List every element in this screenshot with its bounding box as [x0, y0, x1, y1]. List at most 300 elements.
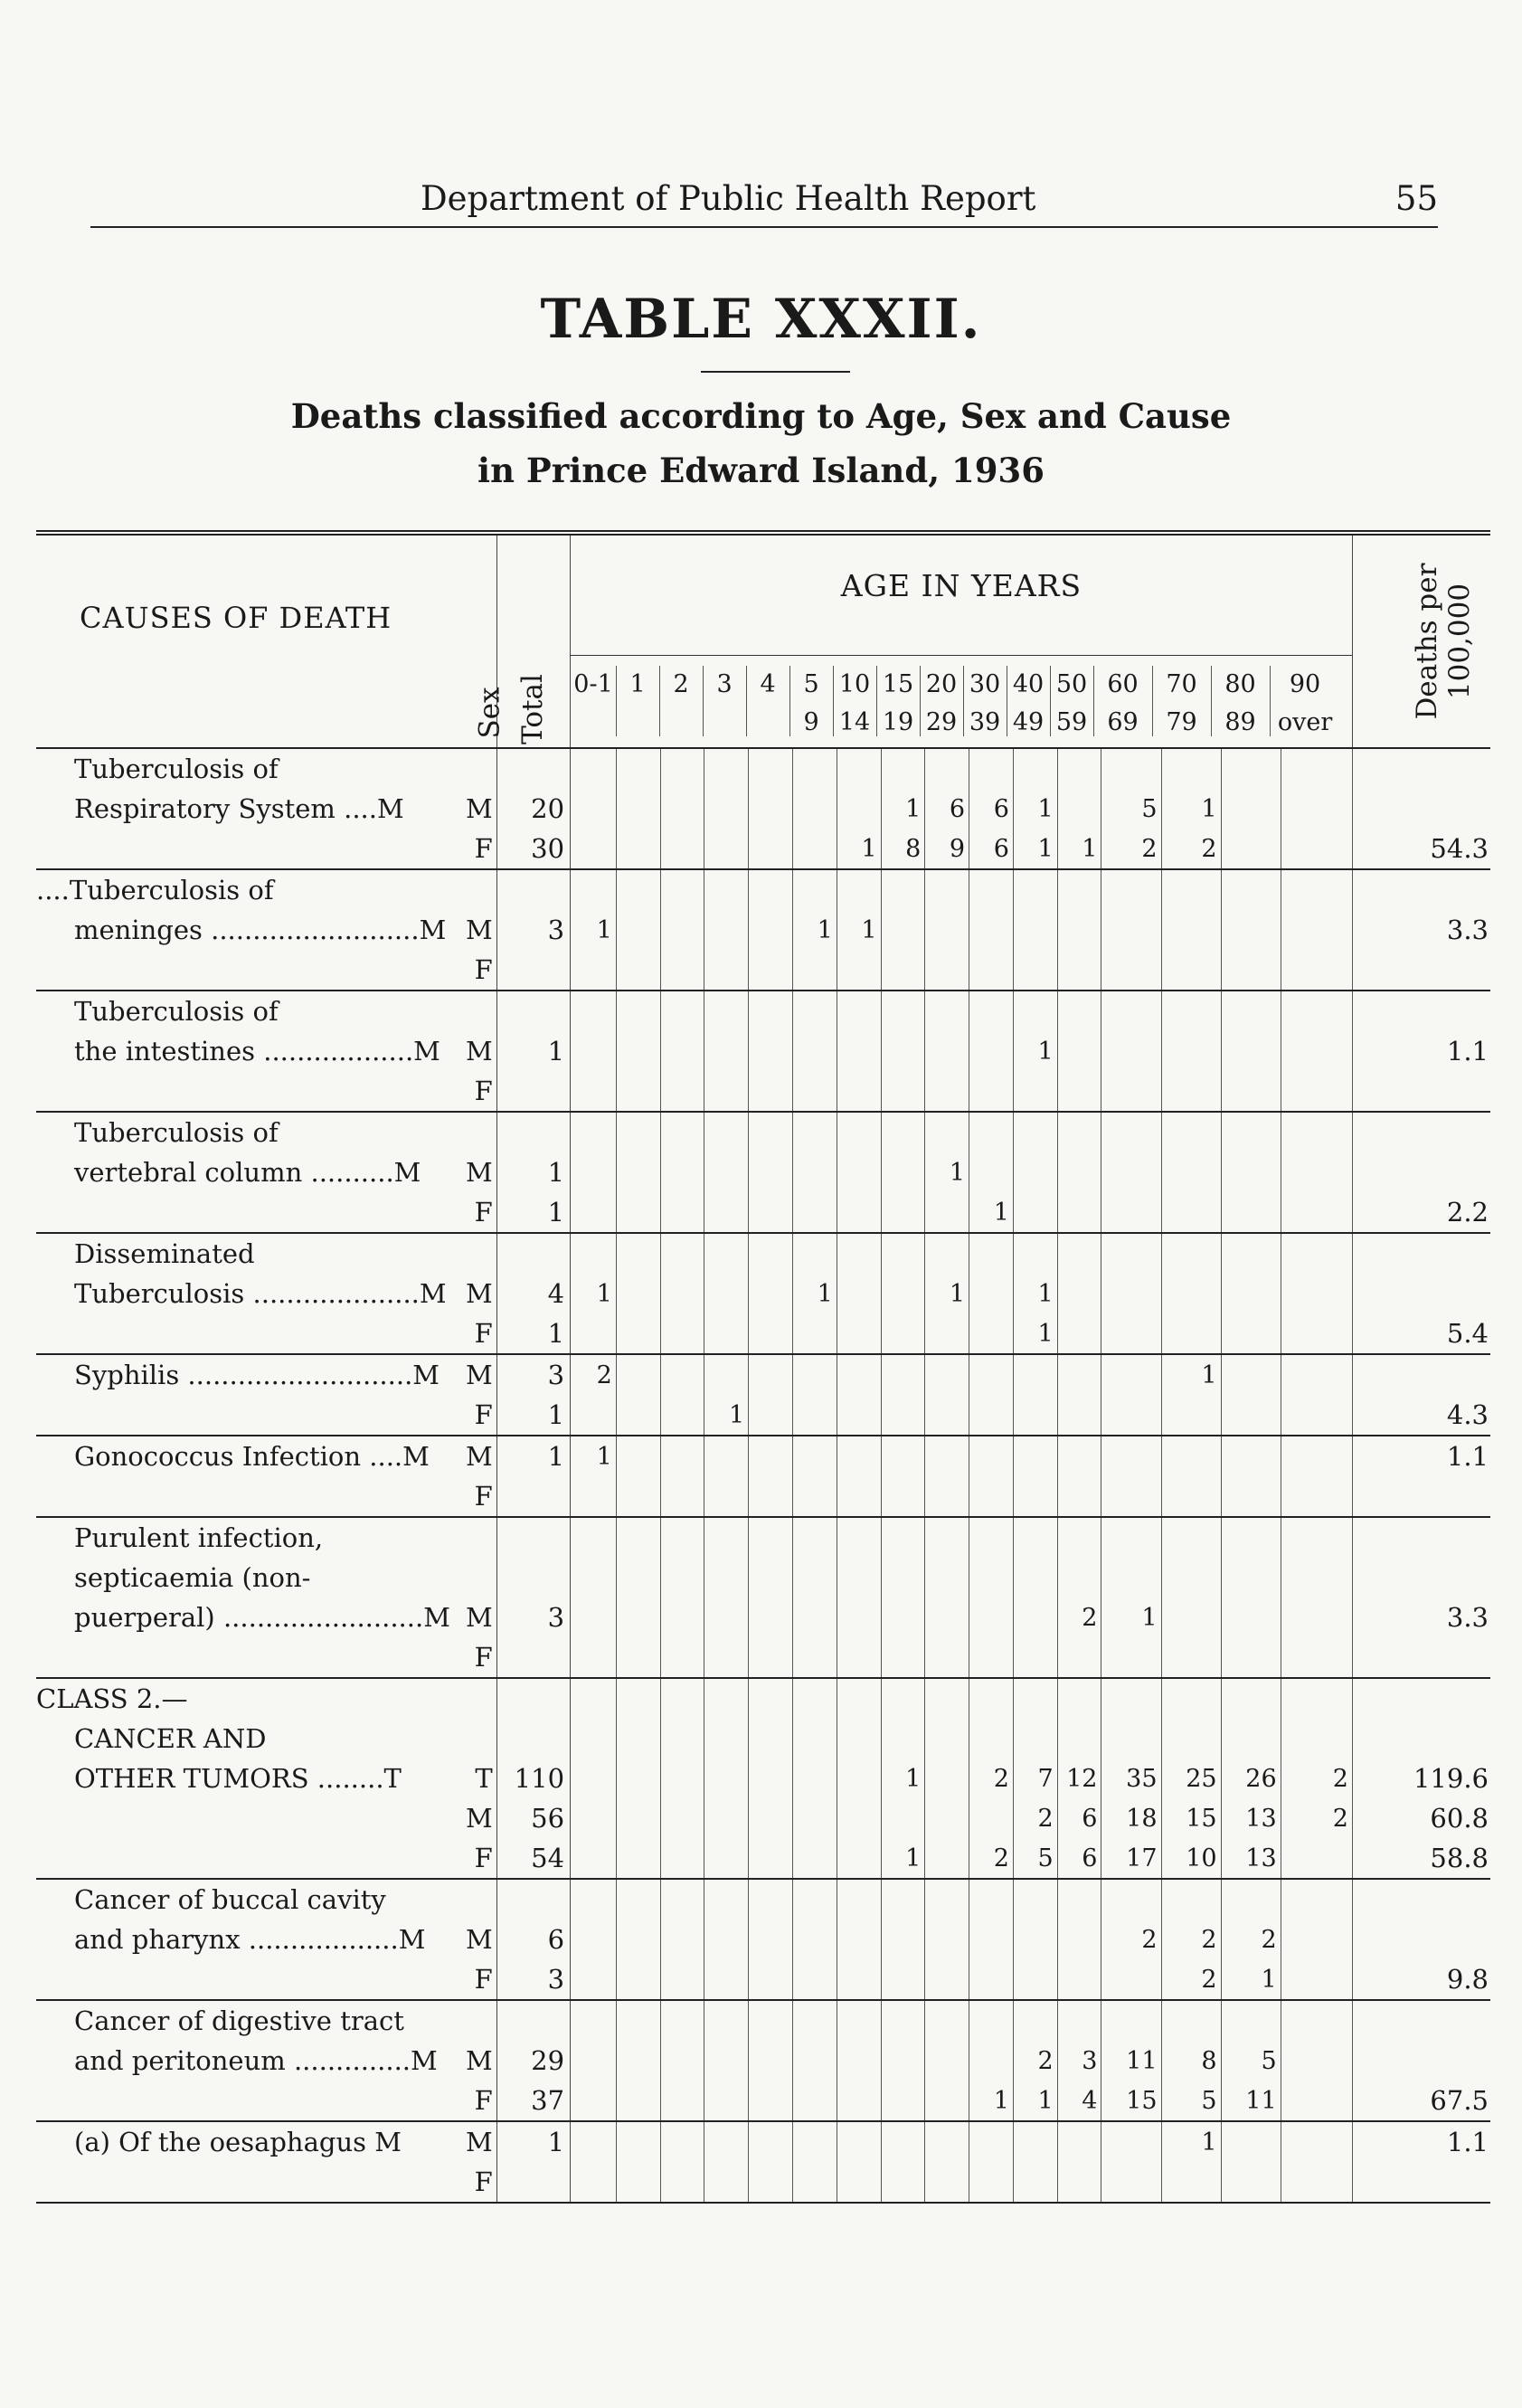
age-cell [660, 950, 704, 991]
age-cell [1281, 1719, 1352, 1759]
age-cell [749, 1920, 793, 1959]
age-cell [837, 1152, 881, 1192]
age-cell [1101, 2162, 1161, 2203]
age-cell [925, 1678, 969, 1719]
age-column-bottom: 19 [882, 708, 914, 736]
age-cell [1101, 2121, 1161, 2162]
age-cell [1057, 1678, 1101, 1719]
rate-cell: 119.6 [1413, 1763, 1489, 1794]
age-cell [881, 1395, 925, 1436]
age-cell: 1 [1161, 789, 1221, 829]
rate-cell [1352, 1476, 1490, 1517]
age-cell [1013, 910, 1057, 950]
age-cell [792, 1798, 837, 1838]
table-row [36, 2041, 1490, 2081]
age-cell [749, 1071, 793, 1112]
rate-cell [1352, 1071, 1490, 1112]
age-cell: 15 [1101, 2081, 1161, 2121]
age-cell [1101, 1517, 1161, 1558]
age-cell [925, 1395, 969, 1436]
rate-cell: 2.2 [1446, 1197, 1489, 1228]
age-cell [1013, 1192, 1057, 1233]
age-cell [1101, 1476, 1161, 1517]
age-cell [1281, 1597, 1352, 1637]
age-column-bottom: 39 [969, 708, 1001, 736]
age-column-label [703, 666, 747, 736]
age-cell [616, 1233, 660, 1274]
age-cell [749, 2041, 793, 2081]
age-cell [925, 1436, 969, 1476]
table-row [36, 1395, 1490, 1436]
age-cell [1101, 1879, 1161, 1920]
age-cell [660, 829, 704, 869]
age-cell [925, 1959, 969, 2000]
age-cell: 13 [1221, 1798, 1281, 1838]
age-cell [881, 1798, 925, 1838]
cause-label: Cancer of buccal cavity [36, 1879, 464, 1920]
age-cell [1161, 2000, 1221, 2041]
rate-cell: 5.4 [1446, 1318, 1489, 1349]
age-cell [1161, 1678, 1221, 1719]
age-cell [925, 1719, 969, 1759]
age-cell [1057, 1959, 1101, 2000]
cause-label: CLASS 2.— [36, 1678, 464, 1719]
rate-cell [1352, 1354, 1490, 1395]
age-cell [792, 2000, 837, 2041]
age-column-label [920, 666, 964, 736]
age-cell [1281, 1274, 1352, 1313]
age-cell [837, 2121, 881, 2162]
age-cell: 5 [1101, 789, 1161, 829]
running-header-title: Department of Public Health Report [421, 179, 1036, 218]
age-cell [704, 1759, 749, 1798]
age-cell [1161, 1558, 1221, 1597]
age-cell [1013, 2162, 1057, 2203]
age-cell [704, 1798, 749, 1838]
age-cell [616, 1476, 660, 1517]
age-cell [704, 2041, 749, 2081]
age-cell [837, 1476, 881, 1517]
age-cell [1281, 2162, 1352, 2203]
age-cell: 1 [837, 829, 881, 869]
table-row [36, 1558, 1490, 1597]
age-cell: 1 [1161, 2121, 1221, 2162]
age-cell [792, 1920, 837, 1959]
age-cell [1221, 2121, 1281, 2162]
age-cell [1057, 2121, 1101, 2162]
total-cell [496, 950, 570, 991]
cause-label: Tuberculosis ....................M [74, 1278, 447, 1309]
age-cell [925, 2081, 969, 2121]
age-cell [1013, 2121, 1057, 2162]
age-cell [660, 1112, 704, 1152]
total-cell: 1 [496, 2121, 570, 2162]
age-cell [749, 1152, 793, 1192]
age-cell [660, 1233, 704, 1274]
sex-cell: T [464, 1759, 497, 1798]
rate-cell [1352, 2000, 1490, 2041]
age-cell [616, 829, 660, 869]
age-cell [749, 1558, 793, 1597]
age-cell [969, 1112, 1014, 1152]
age-cell [616, 1152, 660, 1192]
age-cell [1281, 1476, 1352, 1517]
age-cell [704, 1152, 749, 1192]
age-cell [660, 1313, 704, 1354]
table-row [36, 1112, 1490, 1152]
age-cell [704, 2081, 749, 2121]
rate-cell [1352, 1637, 1490, 1678]
age-cell [969, 1274, 1014, 1313]
age-cell [1161, 2162, 1221, 2203]
sex-cell [464, 748, 497, 789]
cause-label [36, 1395, 464, 1436]
age-cell [1057, 1476, 1101, 1517]
age-cell [837, 1395, 881, 1436]
age-cell [837, 1517, 881, 1558]
age-cell [1161, 1719, 1221, 1759]
age-cell [704, 1274, 749, 1313]
age-column-label [571, 666, 617, 736]
age-cell [1281, 748, 1352, 789]
sex-cell [464, 2000, 497, 2041]
age-cell [1057, 2000, 1101, 2041]
sex-cell: M [464, 1031, 497, 1071]
age-cell [1101, 1637, 1161, 1678]
age-cell [1281, 910, 1352, 950]
age-cell [837, 1637, 881, 1678]
total-cell [496, 1558, 570, 1597]
age-cell: 12 [1057, 1759, 1101, 1798]
cause-label: Respiratory System ....M [74, 793, 404, 824]
sex-cell: F [464, 1838, 497, 1879]
age-cell [749, 1678, 793, 1719]
age-cell [571, 1838, 617, 1879]
age-cell [1057, 869, 1101, 910]
header-row [36, 533, 1490, 748]
age-cell [1013, 1112, 1057, 1152]
age-cell: 8 [1161, 2041, 1221, 2081]
age-cell [792, 1112, 837, 1152]
cause-label: CANCER AND [74, 1723, 267, 1754]
table-row [36, 1920, 1490, 1959]
age-cell [837, 1274, 881, 1313]
age-cell: 2 [1161, 1959, 1221, 2000]
age-cell [1101, 1192, 1161, 1233]
age-cell [1281, 1354, 1352, 1395]
age-cell [660, 869, 704, 910]
age-cell [1161, 1112, 1221, 1152]
age-column-bottom: 49 [1012, 708, 1045, 736]
age-cell: 2 [1101, 829, 1161, 869]
age-cell [925, 991, 969, 1031]
age-cell [1281, 1436, 1352, 1476]
age-cell [925, 1597, 969, 1637]
age-cell [616, 1920, 660, 1959]
age-cell [792, 1313, 837, 1354]
age-cell [660, 789, 704, 829]
total-cell: 56 [496, 1798, 570, 1838]
age-cell [969, 1031, 1014, 1071]
total-cell: 1 [496, 1152, 570, 1192]
age-cell [1221, 1395, 1281, 1436]
age-cell [1281, 789, 1352, 829]
age-cell: 17 [1101, 1838, 1161, 1879]
age-cell [969, 1354, 1014, 1395]
age-cell: 1 [969, 2081, 1014, 2121]
age-cell: 1 [1057, 829, 1101, 869]
age-cell [571, 748, 617, 789]
age-cell [1101, 1436, 1161, 1476]
sex-cell: M [464, 910, 497, 950]
age-cell [969, 1476, 1014, 1517]
total-cell [496, 2162, 570, 2203]
age-column-top: 80 [1224, 670, 1256, 698]
total-cell: 3 [496, 1959, 570, 2000]
age-cell [1161, 1637, 1221, 1678]
age-cell [660, 1759, 704, 1798]
age-cell [616, 1274, 660, 1313]
total-cell [496, 748, 570, 789]
age-cell [571, 789, 617, 829]
rate-cell: 4.3 [1446, 1399, 1489, 1430]
age-cell [1161, 1031, 1221, 1071]
age-cell [1101, 950, 1161, 991]
age-cell [571, 1152, 617, 1192]
rate-cell [1352, 748, 1490, 789]
age-cell [660, 1558, 704, 1597]
age-column-label [833, 666, 877, 736]
age-cell [571, 2081, 617, 2121]
age-cell [1101, 1071, 1161, 1112]
total-cell: 1 [496, 1313, 570, 1354]
age-cell: 5 [1161, 2081, 1221, 2121]
rate-cell [1352, 869, 1490, 910]
age-cell [616, 1959, 660, 2000]
age-cell: 5 [1013, 1838, 1057, 1879]
age-cell [1221, 789, 1281, 829]
sex-cell: F [464, 1395, 497, 1436]
sex-cell [464, 1879, 497, 1920]
age-cell [1057, 748, 1101, 789]
age-cell [749, 1517, 793, 1558]
age-cell [571, 1517, 617, 1558]
age-cell [1281, 1517, 1352, 1558]
cause-label [36, 2162, 464, 2203]
total-cell [496, 1879, 570, 1920]
age-cell [969, 1637, 1014, 1678]
total-cell: 3 [496, 910, 570, 950]
age-cell [616, 789, 660, 829]
rate-cell: 1.1 [1352, 1436, 1490, 1476]
total-cell: 37 [496, 2081, 570, 2121]
age-cell [1057, 1071, 1101, 1112]
rate-cell [1352, 1233, 1490, 1274]
age-cell: 1 [969, 1192, 1014, 1233]
cause-label [36, 1313, 464, 1354]
age-cell [1101, 2000, 1161, 2041]
age-cell [969, 1436, 1014, 1476]
age-cell [1013, 748, 1057, 789]
table-row [36, 1798, 1490, 1838]
age-cell: 2 [1013, 2041, 1057, 2081]
age-cell: 2 [571, 1354, 617, 1395]
table-row [36, 1233, 1490, 1274]
age-cell [749, 1313, 793, 1354]
age-cell [1281, 829, 1352, 869]
age-cell [1161, 869, 1221, 910]
age-cell [1221, 1678, 1281, 1719]
age-cell [616, 2000, 660, 2041]
age-cell [704, 829, 749, 869]
age-cell [749, 2121, 793, 2162]
age-cell [704, 1678, 749, 1719]
age-cell [660, 2041, 704, 2081]
age-cell [1161, 1395, 1221, 1436]
age-cell [1013, 1920, 1057, 1959]
age-cell [660, 2081, 704, 2121]
cause-label: meninges .........................M [74, 915, 447, 945]
age-cell [1221, 869, 1281, 910]
age-cell [571, 1678, 617, 1719]
table-row [36, 1838, 1490, 1879]
age-cell [837, 1112, 881, 1152]
age-cell [1281, 1313, 1352, 1354]
age-cell [925, 1759, 969, 1798]
age-cell [704, 1719, 749, 1759]
age-cell [1221, 910, 1281, 950]
page-number: 55 [1394, 179, 1438, 218]
age-cell [1221, 2162, 1281, 2203]
age-cell [616, 1637, 660, 1678]
age-cell [1057, 1112, 1101, 1152]
age-cell [1101, 991, 1161, 1031]
age-cell [616, 950, 660, 991]
total-cell [496, 991, 570, 1031]
age-cell [837, 1759, 881, 1798]
age-cell: 2 [1101, 1920, 1161, 1959]
age-cell [1013, 2000, 1057, 2041]
age-cell [1221, 1313, 1281, 1354]
total-cell: 6 [496, 1920, 570, 1959]
age-cell: 1 [1013, 1031, 1057, 1071]
age-column-label [1007, 666, 1051, 736]
age-cell: 9 [925, 829, 969, 869]
age-cell [792, 2041, 837, 2081]
age-cell [660, 1517, 704, 1558]
age-cell [704, 1071, 749, 1112]
cause-label [36, 829, 464, 869]
age-cell [571, 1597, 617, 1637]
age-cell [881, 1597, 925, 1637]
age-cell [616, 1759, 660, 1798]
age-cell [704, 2162, 749, 2203]
age-cell [925, 2121, 969, 2162]
age-column-label [876, 666, 921, 736]
age-cell [925, 1313, 969, 1354]
age-cell: 3 [1057, 2041, 1101, 2081]
age-group-label: AGE IN YEARS [840, 568, 1082, 603]
cause-label: and pharynx ..................M [74, 1924, 426, 1955]
sex-cell: M [464, 1920, 497, 1959]
age-cell [792, 1558, 837, 1597]
age-column-top: 40 [1012, 670, 1045, 698]
age-cell [616, 1838, 660, 1879]
age-cell [1221, 1192, 1281, 1233]
age-cell [925, 1112, 969, 1152]
rate-cell [1352, 789, 1490, 829]
age-cell [571, 1031, 617, 1071]
age-cell: 35 [1101, 1759, 1161, 1798]
age-cell: 4 [1057, 2081, 1101, 2121]
sex-cell: M [464, 1274, 497, 1313]
age-cell [1281, 869, 1352, 910]
age-cell [1161, 1071, 1221, 1112]
total-cell [496, 1637, 570, 1678]
age-cell [1013, 1354, 1057, 1395]
age-cell [571, 869, 617, 910]
age-cell [1057, 1354, 1101, 1395]
age-cell: 1 [571, 1436, 617, 1476]
age-cell [704, 991, 749, 1031]
rate-cell: 3.3 [1446, 1602, 1489, 1633]
age-column-top: 10 [838, 670, 871, 698]
age-column-top: 15 [882, 670, 914, 698]
age-cell: 1 [1101, 1597, 1161, 1637]
age-cell [969, 1152, 1014, 1192]
age-cell [837, 2081, 881, 2121]
age-cell [616, 910, 660, 950]
sex-header-label: Sex [473, 687, 506, 739]
total-cell: 110 [496, 1759, 570, 1798]
age-cell [1161, 1192, 1221, 1233]
age-cell [969, 1517, 1014, 1558]
age-cell [704, 1031, 749, 1071]
age-cell [616, 2162, 660, 2203]
age-column-bottom: 89 [1224, 708, 1256, 736]
age-cell [792, 1719, 837, 1759]
rate-cell: 9.8 [1446, 1964, 1489, 1995]
cause-label: Gonococcus Infection ....M [36, 1436, 464, 1476]
age-cell [837, 1719, 881, 1759]
cause-label: Tuberculosis of [36, 748, 464, 789]
cause-label [36, 1637, 464, 1678]
age-cell [1013, 1879, 1057, 1920]
sex-cell: M [464, 789, 497, 829]
age-cell [749, 1031, 793, 1071]
sex-cell: M [464, 1798, 497, 1838]
age-cell [1281, 1152, 1352, 1192]
age-cell [837, 1313, 881, 1354]
sex-cell: M [464, 1597, 497, 1637]
age-cell [1161, 1233, 1221, 1274]
age-cell [1281, 950, 1352, 991]
age-cell [837, 1838, 881, 1879]
age-cell [660, 1798, 704, 1838]
age-column-label [616, 666, 660, 736]
age-cell [1013, 1395, 1057, 1436]
age-cell [881, 1517, 925, 1558]
table-row [36, 2121, 1490, 2162]
age-cell [1013, 991, 1057, 1031]
sex-cell [464, 1112, 497, 1152]
age-cell [881, 1313, 925, 1354]
sex-cell: M [464, 2041, 497, 2081]
cause-label: septicaemia (non- [74, 1562, 311, 1593]
age-cell [660, 1959, 704, 2000]
age-cell [749, 950, 793, 991]
age-cell [1101, 1354, 1161, 1395]
